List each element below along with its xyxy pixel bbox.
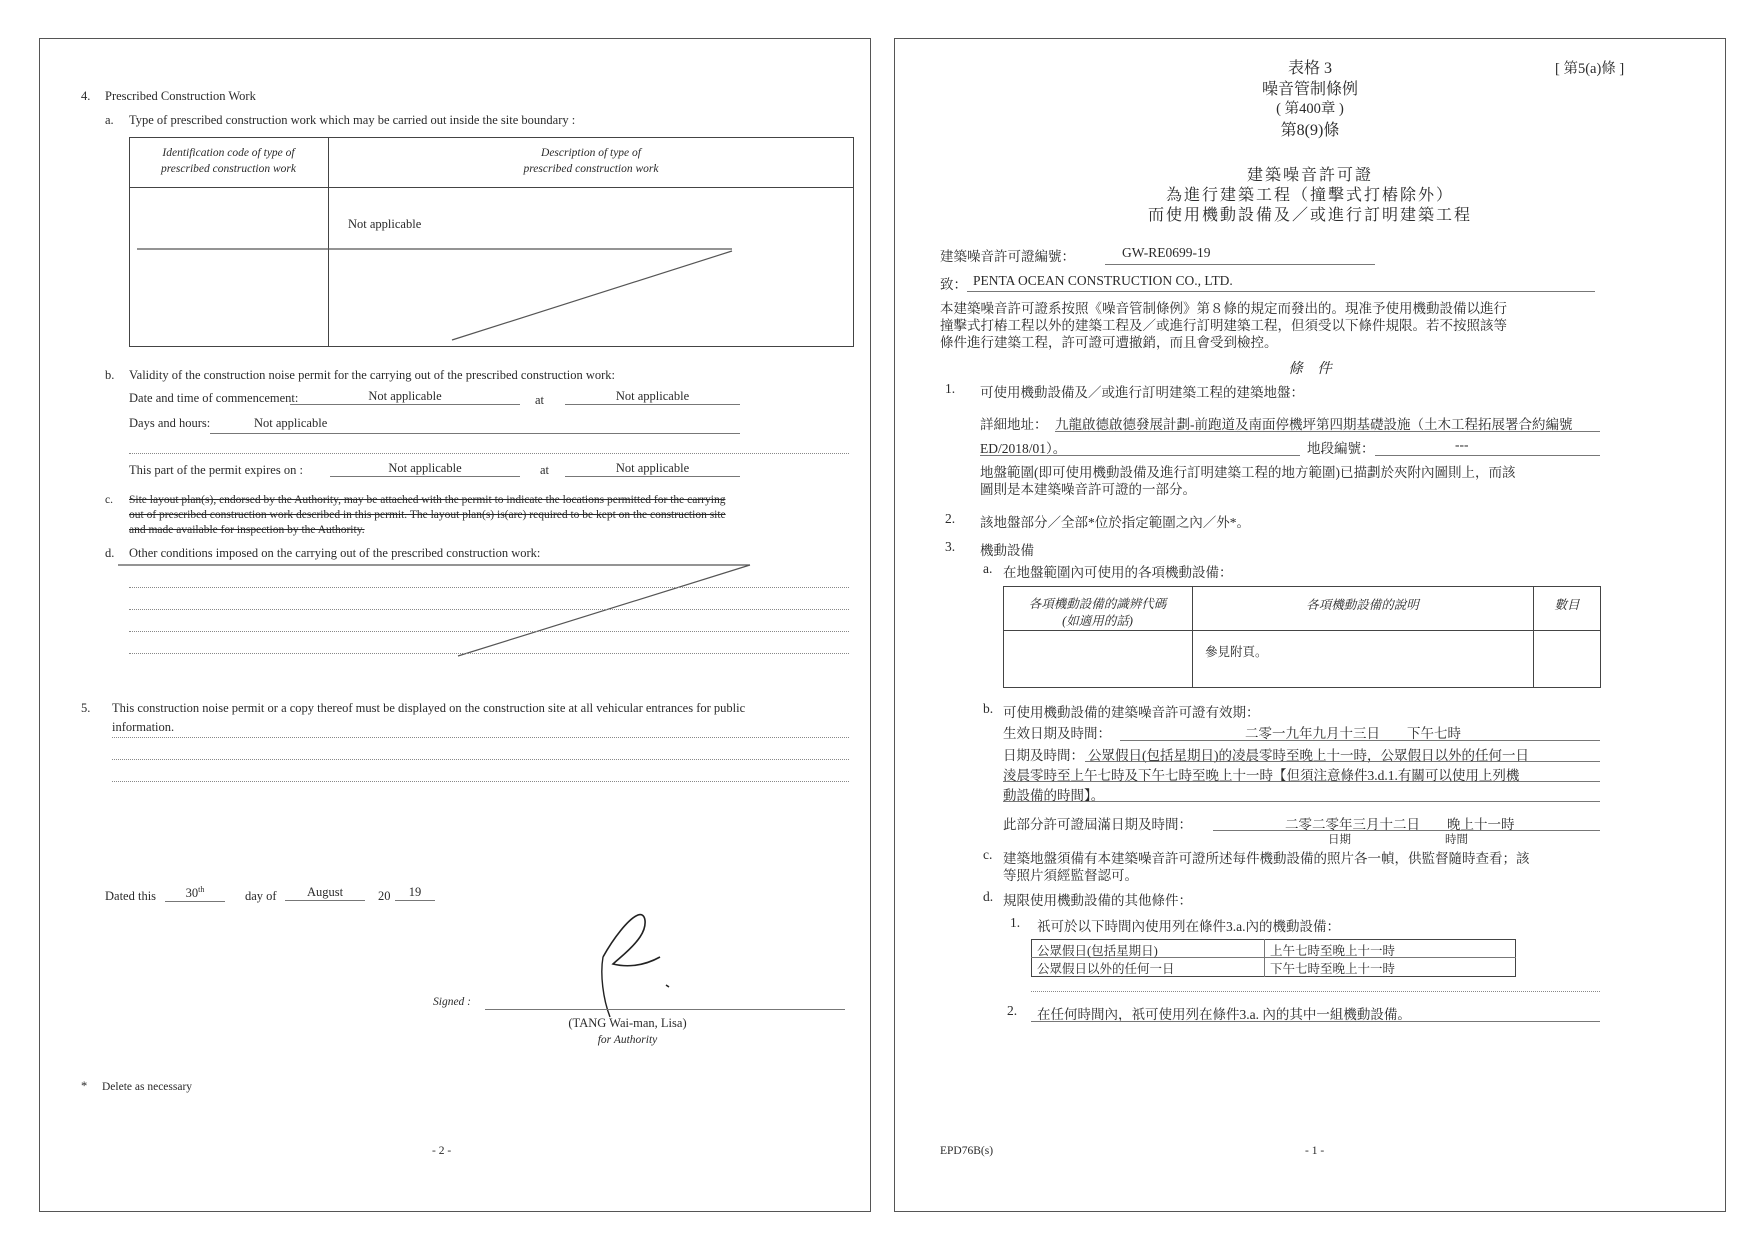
lot-underline xyxy=(1375,455,1600,456)
item-a-letter: a. xyxy=(105,113,114,127)
for-authority: for Authority xyxy=(597,1034,658,1046)
item-d-text: Other conditions imposed on the carrying out of the prescribed construction work: xyxy=(129,546,541,560)
expiry-label: 此部分許可證屆滿日期及時間： xyxy=(1003,817,1192,832)
item-c-letter: c. xyxy=(105,494,113,506)
section-4-title: Prescribed Construction Work xyxy=(105,89,256,103)
equipment-header-code-l2: (如適用的話) xyxy=(1062,614,1133,628)
expires-date: Not applicable xyxy=(330,461,520,477)
addressee-name: PENTA OCEAN CONSTRUCTION CO., LTD. xyxy=(973,273,1233,288)
lot-value: --- xyxy=(1455,437,1469,452)
section-reference: 第8(9)條 xyxy=(1280,122,1340,139)
item-3c-letter: c. xyxy=(983,847,993,862)
intro-line2: 撞擊式打樁工程以外的建築工程及／或進行訂明建築工程，但須受以下條件規限。若不按照該等 xyxy=(940,318,1507,333)
effective-underline xyxy=(1120,740,1600,741)
days-hours-line3: 動設備的時間】。 xyxy=(1003,788,1105,803)
section-5-line1: This construction noise permit or a copy thereof must be displayed on the construction site at all vehicular entrances for public xyxy=(112,701,746,715)
dated-day-number: 30 xyxy=(185,886,199,901)
commencement-at: at xyxy=(535,393,545,407)
days-hours-underline-2 xyxy=(1003,781,1600,782)
time-table-divider xyxy=(1264,939,1265,977)
item-d2-underline xyxy=(1031,1021,1600,1022)
equipment-table-header-rule xyxy=(1003,630,1601,631)
table-header-code-l1: Identification code of type of xyxy=(162,147,295,159)
condition-3-number: 3. xyxy=(945,539,956,554)
item-3c-line2: 等照片須經監督認可。 xyxy=(1003,868,1138,883)
site-area-line1: 地盤範圍(即可使用機動設備及進行訂明建築工程的地方範圍)已描劃於夾附內圖則上，而該 xyxy=(980,465,1516,480)
signature-line xyxy=(485,1009,845,1010)
time-table-r1c1: 公眾假日(包括星期日) xyxy=(1037,944,1158,958)
days-hours-label: 日期及時間： xyxy=(1003,748,1084,763)
page-number: - 2 - xyxy=(432,1145,452,1157)
permit-number-label: 建築噪音許可證編號： xyxy=(940,249,1075,264)
item-c-line1: Site layout plan(s), endorsed by the Authority, may be attached with the permit to indicate the locations permitted for the carrying xyxy=(129,494,726,506)
footnote-asterisk: * xyxy=(81,1079,88,1093)
permit-number-underline xyxy=(1105,264,1375,265)
item-d1-number: 1. xyxy=(1010,915,1021,930)
conditions-heading: 條 件 xyxy=(1288,361,1332,377)
equipment-header-desc: 各項機動設備的說明 xyxy=(1306,598,1419,612)
item-d-letter: d. xyxy=(105,546,115,560)
ordinance-title: 噪音管制條例 xyxy=(1261,81,1358,98)
dated-day-suffix: th xyxy=(198,885,205,894)
item-3b-letter: b. xyxy=(983,701,994,716)
item-d2-text: 在任何時間內，祇可使用列在條件3.a. 內的其中一組機動設備。 xyxy=(1037,1007,1411,1022)
item-b-letter: b. xyxy=(105,368,115,382)
page-1-chinese xyxy=(894,38,1726,1212)
item-3c-line1: 建築地盤須備有本建築噪音許可證所述每件機動設備的照片各一幀，供監督隨時查看；該 xyxy=(1003,851,1530,866)
section-4-number: 4. xyxy=(81,89,91,103)
address-label: 詳細地址： xyxy=(980,417,1048,432)
expires-time: Not applicable xyxy=(565,461,740,477)
item-3a-text: 在地盤範圍內可使用的各項機動設備： xyxy=(1003,565,1233,580)
expiry-sub-date: 日期 xyxy=(1328,834,1351,846)
equipment-header-qty: 數目 xyxy=(1554,598,1580,612)
item-3b-text: 可使用機動設備的建築噪音許可證有效期： xyxy=(1003,705,1260,720)
dated-this-label: Dated this xyxy=(105,889,157,903)
condition-3-text: 機動設備 xyxy=(980,543,1034,558)
table-header-desc-l1: Description of type of xyxy=(541,147,641,159)
item-a-text: Type of prescribed construction work which may be carried out inside the site boundary : xyxy=(129,113,576,127)
effective-value: 二零一九年九月十三日 下午七時 xyxy=(1245,726,1461,741)
equipment-cell-see-attached: 參見附頁。 xyxy=(1205,645,1268,659)
item-c-line2: out of prescribed construction work described in this permit. The layout plan(s) is(are) required to be kept on the construction site xyxy=(129,509,726,521)
signer-name: (TANG Wai-man, Lisa) xyxy=(568,1016,687,1030)
section-5-number: 5. xyxy=(81,701,91,715)
dated-year-suffix: 19 xyxy=(395,885,435,901)
commencement-time: Not applicable xyxy=(565,389,740,405)
page-2-english xyxy=(39,38,871,1212)
item-3a-letter: a. xyxy=(983,561,993,576)
address-underline-1 xyxy=(1055,431,1600,432)
days-hours-line2: 淩晨零時至上午七時及下午七時至晚上十一時【但須注意條件3.d.1.有關可以使用上列機 xyxy=(1003,768,1520,783)
condition-2-number: 2. xyxy=(945,511,956,526)
lot-label: 地段編號： xyxy=(1307,441,1375,456)
permit-title-2: 為進行建築工程（撞擊式打樁除外） xyxy=(1165,187,1454,204)
commencement-label: Date and time of commencement: xyxy=(129,391,299,405)
expiry-sub-time: 時間 xyxy=(1445,834,1468,846)
section-5-line2: information. xyxy=(112,720,175,734)
effective-label: 生效日期及時間： xyxy=(1003,726,1111,741)
table-cell-not-applicable: Not applicable xyxy=(348,217,422,231)
condition-1-text: 可使用機動設備及／或進行訂明建築工程的建築地盤： xyxy=(980,385,1304,400)
time-table-r2c2: 下午七時至晚上十一時 xyxy=(1270,962,1396,976)
expiry-value: 二零二零年三月十二日 晚上十一時 xyxy=(1285,817,1515,832)
table-header-code-l2: prescribed construction work xyxy=(160,163,296,175)
item-3d-text: 規限使用機動設備的其他條件： xyxy=(1003,893,1192,908)
item-c-line3: and made available for inspection by the Authority. xyxy=(129,524,365,536)
permit-title-1: 建築噪音許可證 xyxy=(1246,167,1373,184)
expires-label: This part of the permit expires on : xyxy=(129,463,303,477)
intro-line1: 本建築噪音許可證系按照《噪音管制條例》第８條的規定而發出的。現准予使用機動設備以進行 xyxy=(940,301,1507,316)
permit-title-3: 而使用機動設備及／或進行訂明建築工程 xyxy=(1147,207,1472,224)
page-number: - 1 - xyxy=(1305,1145,1325,1157)
clause-reference: [ 第5(a)條 ] xyxy=(1555,61,1625,77)
dated-year-prefix: 20 xyxy=(378,889,391,903)
commencement-date: Not applicable xyxy=(290,389,520,405)
addressee-underline xyxy=(967,291,1595,292)
address-underline-2 xyxy=(980,455,1300,456)
item-d1-text: 祇可於以下時間內使用列在條件3.a.內的機動設備： xyxy=(1037,919,1340,934)
table-header-desc-l2: prescribed construction work xyxy=(523,163,659,175)
chapter-number: ( 第400章 ) xyxy=(1276,101,1344,117)
site-area-line2: 圖則是本建築噪音許可證的一部分。 xyxy=(980,482,1196,497)
expires-at: at xyxy=(540,463,550,477)
address-line1: 九龍啟德啟德發展計劃-前跑道及南面停機坪第四期基礎設施（土木工程拓展署合約編號 xyxy=(1055,417,1573,432)
form-code: EPD76B(s) xyxy=(940,1145,994,1157)
signature-image xyxy=(40,39,872,1213)
item-3d-letter: d. xyxy=(983,889,994,904)
days-hours-label: Days and hours: xyxy=(129,416,211,430)
addressee-label: 致： xyxy=(940,277,967,292)
footnote-text: Delete as necessary xyxy=(102,1081,193,1093)
item-b-text: Validity of the construction noise permit for the carrying out of the prescribed construction work: xyxy=(129,368,615,382)
time-table-dotted-rule xyxy=(1031,991,1600,992)
intro-line3: 條件進行建築工程，許可證可遭撤銷，而且會受到檢控。 xyxy=(940,335,1278,350)
time-table-r2c1: 公眾假日以外的任何一日 xyxy=(1037,962,1175,976)
condition-2-text: 該地盤部分／全部*位於指定範圍之內／外*。 xyxy=(980,515,1250,530)
equipment-header-code-l1: 各項機動設備的識辨代碼 xyxy=(1028,597,1167,611)
days-hours-underline-3 xyxy=(1003,801,1600,802)
address-line2: ED/2018/01）。 xyxy=(980,441,1067,456)
signed-label: Signed : xyxy=(433,996,472,1008)
dated-month: August xyxy=(285,885,365,901)
expiry-underline xyxy=(1213,830,1600,831)
days-hours-value: Not applicable xyxy=(254,416,328,430)
days-hours-underline-1 xyxy=(1085,761,1600,762)
item-d2-number: 2. xyxy=(1007,1003,1018,1018)
days-hours-line1: 公眾假日(包括星期日)的凌晨零時至晚上十一時，公眾假日以外的任何一日 xyxy=(1088,748,1529,763)
dated-day-of: day of xyxy=(245,889,277,903)
time-table-r1c2: 上午七時至晚上十一時 xyxy=(1270,944,1396,958)
permit-number: GW-RE0699-19 xyxy=(1122,245,1211,260)
form-number: 表格 3 xyxy=(1287,60,1332,77)
condition-1-number: 1. xyxy=(945,381,956,396)
